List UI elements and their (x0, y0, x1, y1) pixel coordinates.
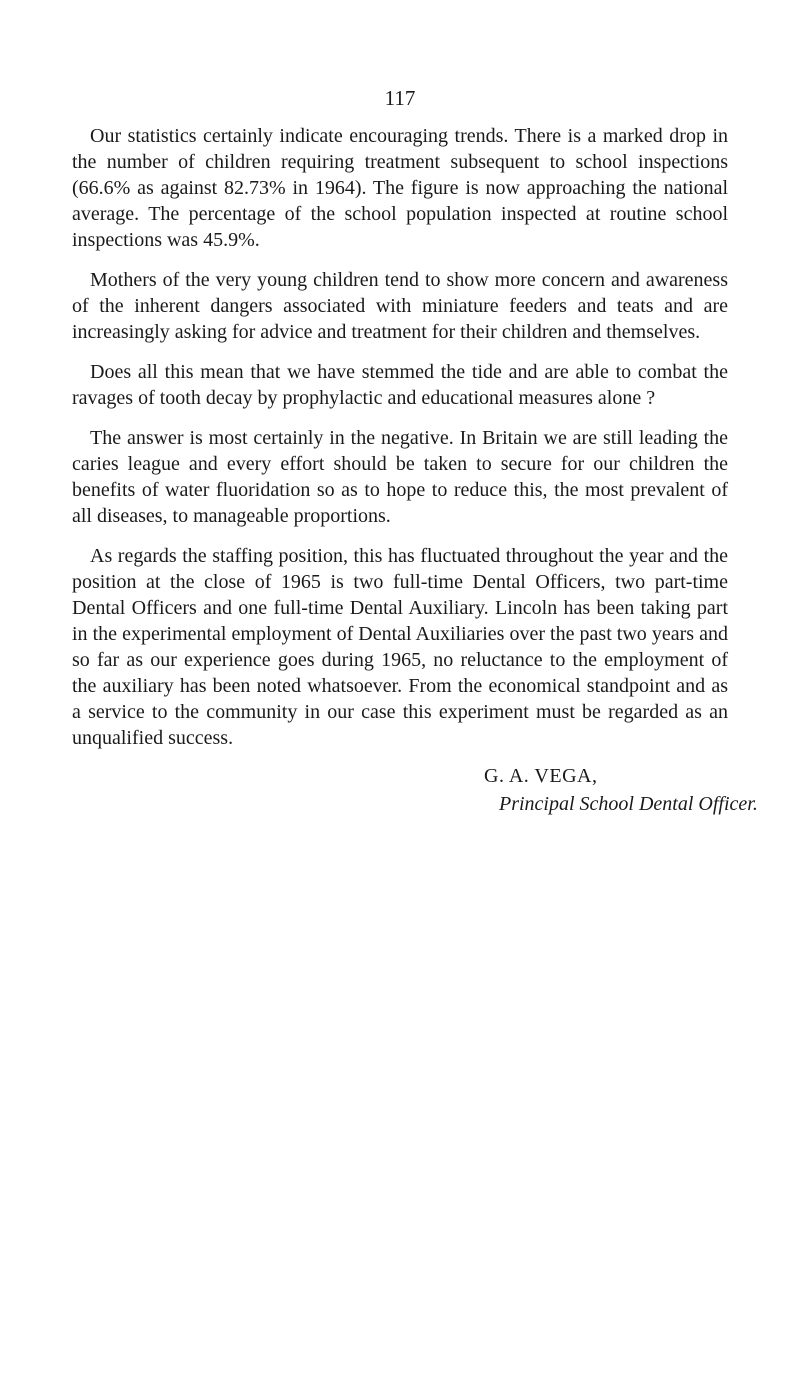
body-text (72, 123, 728, 765)
signatory-name: G. A. VEGA, (484, 765, 598, 787)
paragraph-answer: The answer is most certainly in the negative. In Britain we are still leading the caries league and every effort should be taken to secure for our children the benefits of water fluoridation so as to hope to reduce this, the most prevalent of all diseases, to manageable proportions. (72, 427, 728, 527)
paragraph-mothers: Mothers of the very young children tend to show more concern and awareness of the inherent dangers associated with miniature feeders and teats and are increasingly asking for advice and treatment for their children and themselves. (72, 269, 728, 343)
paragraph-statistics: Our statistics certainly indicate encouraging trends. There is a marked drop in the number of children requiring treatment subsequent to school inspections (66.6% as against 82.73% in 1964). The figure is now approaching the national average. The percentage of the school population inspected at routine school inspections was 45.9%. (72, 125, 728, 251)
signatory-title: Principal School Dental Officer. (499, 793, 758, 815)
page-number: 117 (384, 86, 416, 110)
paragraph-question: Does all this mean that we have stemmed the tide and are able to combat the ravages of tooth decay by prophylactic and educational measures alone ? (72, 361, 728, 409)
paragraph-staffing: As regards the staffing position, this has fluctuated throughout the year and the position at the close of 1965 is two full-time Dental Officers, two part-time Dental Officers and one full-time Dental Auxiliary. Lincoln has been taking part in the experimental employment of Dental Auxiliaries over the past two years and so far as our experience goes during 1965, no reluctance to the employment of the auxiliary has been noted whatsoever. From the economical standpoint and as a service to the community in our case this experiment must be regarded as an unqualified success. (72, 545, 728, 749)
